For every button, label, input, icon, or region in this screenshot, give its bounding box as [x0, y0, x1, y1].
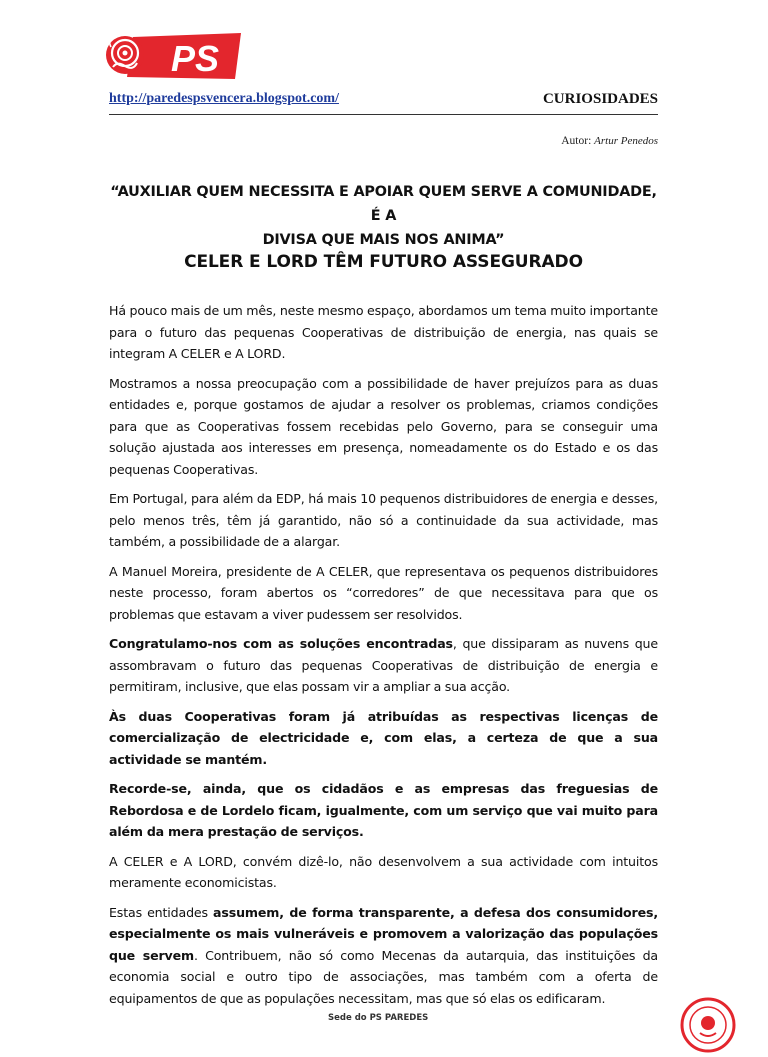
- section-title: CURIOSIDADES: [542, 91, 658, 107]
- blog-link[interactable]: http://paredespsvencera.blogspot.com/: [109, 91, 339, 106]
- article-title: CELER E LORD TÊM FUTURO ASSEGURADO: [184, 252, 583, 272]
- article-body: [109, 300, 658, 1017]
- paragraph: Em Portugal, para além da EDP, há mais 10 pequenos distribuidores de energia e desses, pelo menos três, têm já garantido, não só a continuidade da sua actividade, mas também, a possibilidade de a alargar.: [109, 491, 658, 549]
- author-label: Autor:: [561, 135, 592, 147]
- header-row: [109, 91, 658, 111]
- rose-fist-icon: [103, 31, 241, 81]
- header-divider: [109, 114, 658, 115]
- author-name: Artur Penedos: [594, 135, 658, 147]
- article-quote: [109, 180, 658, 252]
- paragraph-text: Estas entidades: [109, 904, 214, 920]
- paragraph: Há pouco mais de um mês, neste mesmo espaço, abordamos um tema muito importante para o futuro das pequenas Cooperativas de distribuição de energia, nas quais se integram A CELER e A LORD.: [109, 303, 658, 361]
- bold-text: Congratulamo-nos com as soluções encontradas: [109, 636, 453, 651]
- paragraph-text: . Contribuem, não só como Mecenas da autarquia, das instituições da economia social e outro tipo de associações, mas também com a oferta de equipamentos de que as populações necessitam, mas que só elas os edificaram.: [109, 947, 659, 1006]
- author-line: [561, 135, 658, 147]
- paragraph: [109, 633, 658, 698]
- paragraph: Mostramos a nossa preocupação com a possibilidade de haver prejuízos para as duas entidades e, porque gostamos de ajudar a resolver os problemas, criamos condições para que as Cooperativas fossem recebidas pelo Governo, para se conseguir uma solução ajustada aos interesses em presença, nomeadamente os do Estado e os das pequenas Cooperativas.: [109, 375, 658, 477]
- bold-text: assumem, de forma transparente, a defesa dos consumidores, especialmente os mais vulneráveis e promovem a valorização das populações que servem: [109, 904, 658, 963]
- paragraph: A CELER e A LORD, convém dizê-lo, não desenvolvem a sua actividade com intuitos meramente economicistas.: [109, 853, 658, 890]
- ps-logo: [103, 31, 241, 81]
- footer-text: Sede do PS PAREDES: [328, 1013, 429, 1023]
- paragraph: A Manuel Moreira, presidente de A CELER, que representava os pequenos distribuidores neste processo, foram abertos os “corredores” de que necessitava para que os problemas que estavam a viver pudessem ser resolvidos.: [109, 563, 658, 622]
- party-seal-icon: [680, 997, 736, 1053]
- paragraph-bold: Recorde-se, ainda, que os cidadãos e as empresas das freguesias de Rebordosa e de Lordelo ficam, igualmente, com um serviço que vai muito para além da mera prestação de serviços.: [109, 781, 658, 839]
- paragraph-bold: Às duas Cooperativas foram já atribuídas as respectivas licenças de comercialização de electricidade e, com elas, a certeza de que a sua actividade se mantém.: [109, 708, 658, 767]
- paragraph: [109, 902, 658, 1010]
- paragraph-text: , que dissiparam as nuvens que assombravam o futuro das pequenas Cooperativas de distribuição de energia e permitiram, inclusive, que elas possam vir a ampliar a sua acção.: [109, 636, 658, 694]
- quote-line: “AUXILIAR QUEM NECESSITA E APOIAR QUEM SERVE A COMUNIDADE, É A: [110, 184, 657, 224]
- logo-text: PS: [170, 38, 220, 79]
- quote-line: DIVISA QUE MAIS NOS ANIMA”: [262, 232, 505, 248]
